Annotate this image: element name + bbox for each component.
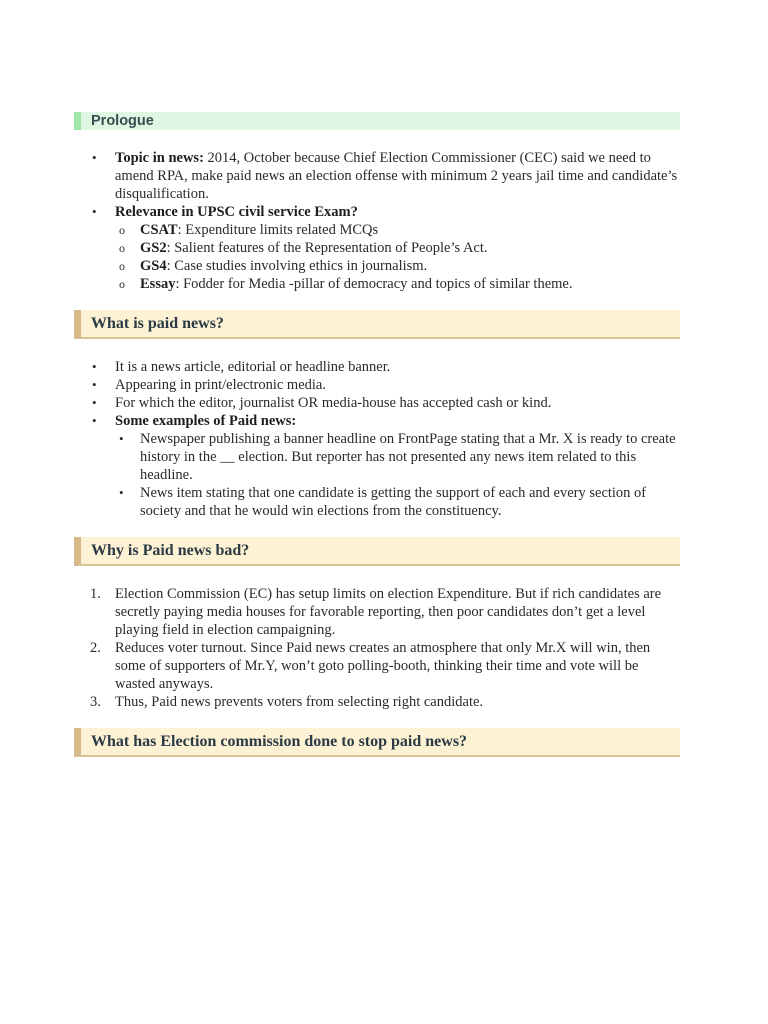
prologue-heading: Prologue	[91, 113, 154, 129]
relevance-subitem	[115, 275, 680, 293]
relevance-subitem-text: : Expenditure limits related MCQs	[177, 222, 379, 238]
item-number: 1.	[90, 586, 101, 602]
topic-label: Topic in news:	[115, 150, 204, 166]
paid-news-item-text: Appearing in print/electronic media.	[115, 377, 326, 393]
relevance-subitem-text: : Fodder for Media -pillar of democracy and topics of similar theme.	[175, 276, 573, 292]
paid-news-list	[90, 358, 680, 520]
examples-item	[90, 412, 680, 520]
relevance-subitem	[115, 257, 680, 275]
bullet-icon: •	[92, 395, 97, 410]
why-bad-heading: Why is Paid news bad?	[91, 542, 250, 559]
bullet-icon: •	[92, 150, 97, 165]
why-bad-text: Election Commission (EC) has setup limits on election Expenditure. But if rich candidates are secretly paying media houses for favorable reporting, then poor candidates don’t get a level playing field in election campaigning.	[115, 586, 662, 638]
why-bad-item	[90, 639, 680, 693]
bullet-icon: •	[92, 204, 97, 219]
relevance-subitem-label: Essay	[140, 276, 176, 292]
relevance-subitem-text: : Salient features of the Representation of People’s Act.	[166, 240, 488, 256]
why-bad-text: Reduces voter turnout. Since Paid news creates an atmosphere that only Mr.X will win, then some of supporters of Mr.Y, won’t goto polling-booth, thinking their time and vote will be wasted anyways.	[115, 640, 651, 692]
relevance-subitem-text: : Case studies involving ethics in journalism.	[166, 258, 428, 274]
relevance-subitem-label: CSAT	[140, 222, 178, 238]
why-bad-heading-bar	[74, 537, 680, 566]
relevance-subitem	[115, 239, 680, 257]
ec-action-heading: What has Election commission done to stop paid news?	[91, 733, 468, 750]
why-bad-list	[90, 585, 680, 711]
why-bad-item	[90, 693, 680, 711]
bullet-icon: •	[119, 485, 124, 500]
bullet-icon: •	[92, 359, 97, 374]
circle-bullet-icon: o	[119, 223, 125, 237]
topic-text: 2014, October because Chief Election Commissioner (CEC) said we need to amend RPA, make paid news an election offense with minimum 2 years jail time and candidate’s disqualification.	[115, 150, 678, 202]
relevance-item	[90, 203, 680, 293]
examples-sublist	[115, 430, 680, 520]
relevance-subitem	[115, 221, 680, 239]
relevance-subitem-label: GS2	[140, 240, 167, 256]
bullet-icon: •	[92, 377, 97, 392]
prologue-heading-bar	[74, 112, 680, 130]
circle-bullet-icon: o	[119, 259, 125, 273]
paid-news-item	[90, 394, 680, 412]
why-bad-text: Thus, Paid news prevents voters from selecting right candidate.	[115, 694, 484, 710]
example-item	[115, 430, 680, 484]
item-number: 3.	[90, 694, 101, 710]
bullet-icon: •	[92, 413, 97, 428]
why-bad-item	[90, 585, 680, 639]
paid-news-item	[90, 358, 680, 376]
circle-bullet-icon: o	[119, 241, 125, 255]
ec-action-heading-bar	[74, 728, 680, 757]
examples-label: Some examples of Paid news:	[115, 413, 297, 429]
bullet-icon: •	[119, 431, 124, 446]
example-text: News item stating that one candidate is getting the support of each and every section of society and that he would win elections from the constituency.	[140, 485, 647, 519]
relevance-subitem-label: GS4	[140, 258, 167, 274]
relevance-label: Relevance in UPSC civil service Exam?	[115, 204, 358, 220]
paid-news-heading-bar	[74, 310, 680, 339]
item-number: 2.	[90, 640, 101, 656]
example-text: Newspaper publishing a banner headline on FrontPage stating that a Mr. X is ready to create history in the __ election. But reporter has not presented any news item related to this headline.	[140, 431, 676, 483]
topic-item	[90, 149, 680, 203]
paid-news-item-text: It is a news article, editorial or headline banner.	[115, 359, 391, 375]
paid-news-heading: What is paid news?	[91, 315, 224, 332]
example-item	[115, 484, 680, 520]
relevance-sublist	[115, 221, 680, 293]
paid-news-item-text: For which the editor, journalist OR media-house has accepted cash or kind.	[115, 395, 552, 411]
prologue-list	[90, 149, 680, 293]
paid-news-item	[90, 376, 680, 394]
circle-bullet-icon: o	[119, 277, 125, 291]
